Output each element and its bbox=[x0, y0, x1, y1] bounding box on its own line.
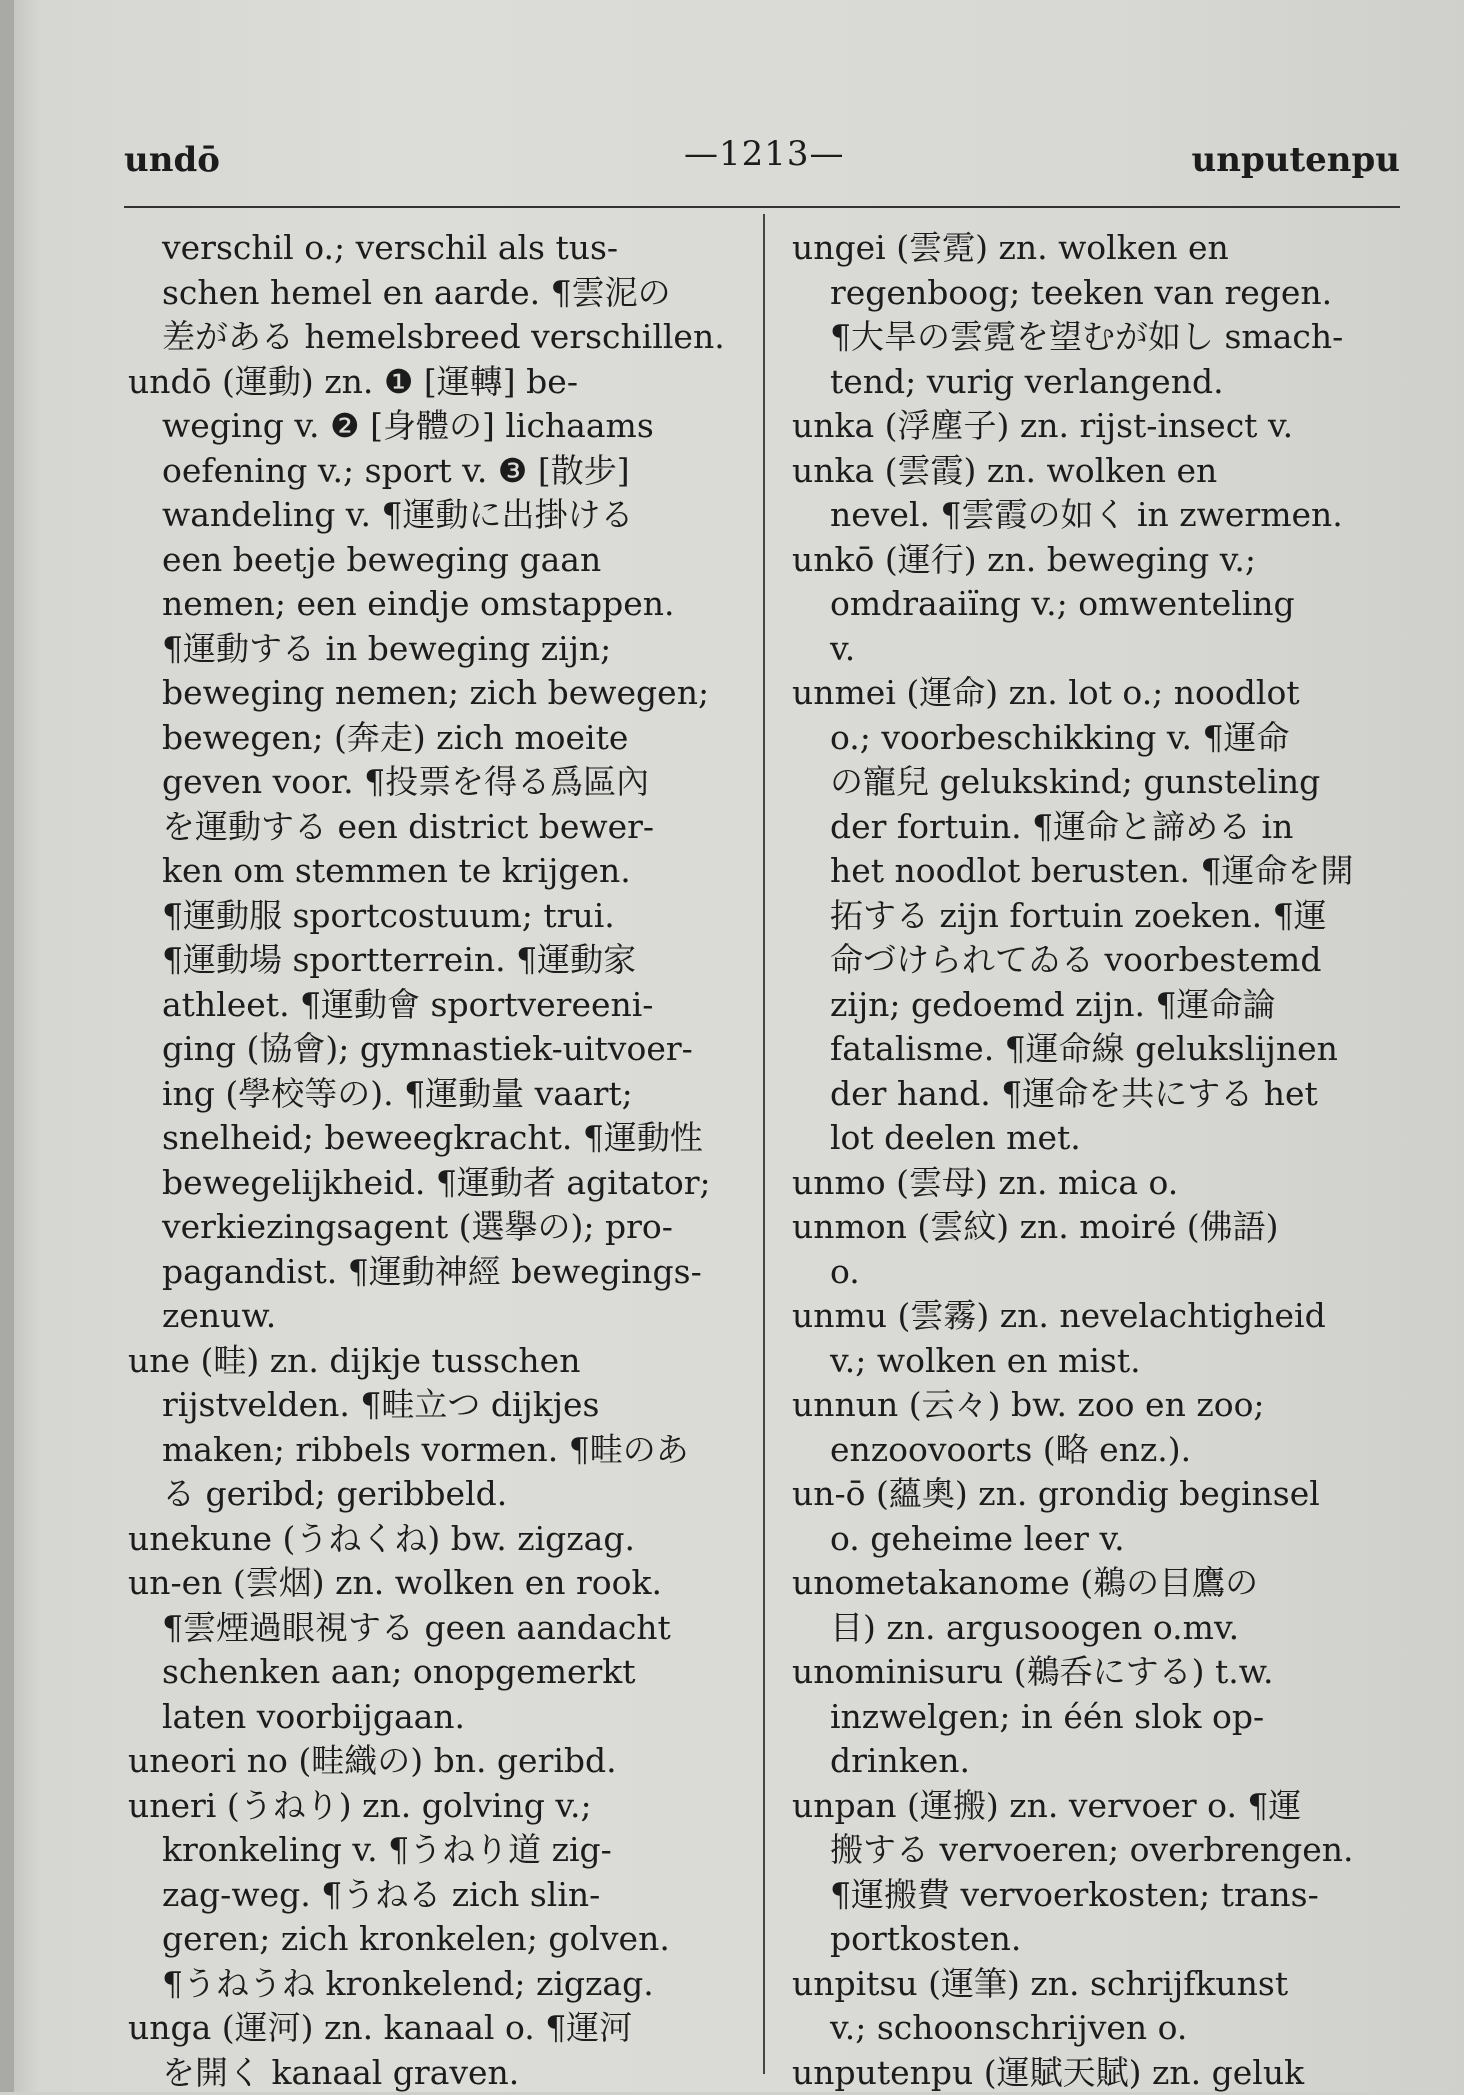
entry-line: tend; vurig verlangend. bbox=[792, 360, 1422, 405]
entry-line: nemen; een eindje omstappen. bbox=[128, 582, 744, 627]
entry-line: pagandist. ¶運動神經 bewegings- bbox=[128, 1250, 744, 1295]
entry-line: ¶運動服 sportcostuum; trui. bbox=[128, 894, 744, 939]
entry-line: ¶うねうね kronkelend; zigzag. bbox=[128, 1962, 744, 2007]
entry-line: o. bbox=[792, 1250, 1422, 1295]
page-header bbox=[124, 130, 1400, 180]
entry-line: を開く kanaal graven. bbox=[128, 2051, 744, 2095]
entry-line: ken om stemmen te krijgen. bbox=[128, 849, 744, 894]
entry-headword-line: unkō (運行) zn. beweging v.; bbox=[792, 538, 1422, 583]
entry-line: beweging nemen; zich bewegen; bbox=[128, 671, 744, 716]
entry-line: zijn; gedoemd zijn. ¶運命論 bbox=[792, 983, 1422, 1028]
entry-line: schenken aan; onopgemerkt bbox=[128, 1650, 744, 1695]
entry-line: snelheid; beweegkracht. ¶運動性 bbox=[128, 1116, 744, 1161]
entry-line: regenboog; teeken van regen. bbox=[792, 271, 1422, 316]
entry-line: 差がある hemelsbreed verschillen. bbox=[128, 315, 744, 360]
right-guide-word: unputenpu bbox=[1192, 140, 1400, 180]
entry-line: o. geheime leer v. bbox=[792, 1517, 1422, 1562]
entry-line: athleet. ¶運動會 sportvereeni- bbox=[128, 983, 744, 1028]
entry-line: ¶大旱の雲霓を望むが如し smach- bbox=[792, 315, 1422, 360]
entry-line: fatalisme. ¶運命線 gelukslijnen bbox=[792, 1027, 1422, 1072]
entry-headword-line: un-en (雲烟) zn. wolken en rook. bbox=[128, 1561, 744, 1606]
entry-line: kronkeling v. ¶うねり道 zig- bbox=[128, 1828, 744, 1873]
entry-line: zenuw. bbox=[128, 1294, 744, 1339]
entry-headword-line: unmu (雲霧) zn. nevelachtigheid bbox=[792, 1294, 1422, 1339]
left-guide-word: undō bbox=[124, 140, 220, 180]
entry-headword-line: unga (運河) zn. kanaal o. ¶運河 bbox=[128, 2006, 744, 2051]
entry-line: geren; zich kronkelen; golven. bbox=[128, 1917, 744, 1962]
entry-line: verschil o.; verschil als tus- bbox=[128, 226, 744, 271]
entry-line: nevel. ¶雲霞の如く in zwermen. bbox=[792, 493, 1422, 538]
entry-headword-line: unka (雲霞) zn. wolken en bbox=[792, 449, 1422, 494]
entry-line: enzoovoorts (略 enz.). bbox=[792, 1428, 1422, 1473]
entry-line: laten voorbijgaan. bbox=[128, 1695, 744, 1740]
entry-line: 命づけられてゐる voorbestemd bbox=[792, 938, 1422, 983]
entry-headword-line: unpan (運搬) zn. vervoer o. ¶運 bbox=[792, 1784, 1422, 1829]
entry-headword-line: unpitsu (運筆) zn. schrijfkunst bbox=[792, 1962, 1422, 2007]
entry-headword-line: unekune (うねくね) bw. zigzag. bbox=[128, 1517, 744, 1562]
entry-headword-line: un-ō (蘊奧) zn. grondig beginsel bbox=[792, 1472, 1422, 1517]
entry-line: schen hemel en aarde. ¶雲泥の bbox=[128, 271, 744, 316]
right-column bbox=[792, 226, 1422, 2095]
entry-line: v.; wolken en mist. bbox=[792, 1339, 1422, 1384]
entry-line: wandeling v. ¶運動に出掛ける bbox=[128, 493, 744, 538]
entry-line: bewegelijkheid. ¶運動者 agitator; bbox=[128, 1161, 744, 1206]
entry-line: verkiezingsagent (選擧の); pro- bbox=[128, 1205, 744, 1250]
entry-line: het noodlot berusten. ¶運命を開 bbox=[792, 849, 1422, 894]
entry-line: ¶運搬費 vervoerkosten; trans- bbox=[792, 1873, 1422, 1918]
entry-line: 拓する zijn fortuin zoeken. ¶運 bbox=[792, 894, 1422, 939]
entry-headword-line: unka (浮塵子) zn. rijst-insect v. bbox=[792, 404, 1422, 449]
entry-headword-line: unputenpu (運賦天賦) zn. geluk bbox=[792, 2051, 1422, 2095]
entry-headword-line: une (畦) zn. dijkje tusschen bbox=[128, 1339, 744, 1384]
entry-headword-line: uneori no (畦織の) bn. geribd. bbox=[128, 1739, 744, 1784]
entry-headword-line: ungei (雲霓) zn. wolken en bbox=[792, 226, 1422, 271]
page-number: —1213— bbox=[684, 134, 845, 174]
entry-line: weging v. ❷ [身體の] lichaams bbox=[128, 404, 744, 449]
entry-line: geven voor. ¶投票を得る爲區內 bbox=[128, 760, 744, 805]
entry-line: ing (學校等の). ¶運動量 vaart; bbox=[128, 1072, 744, 1117]
entry-line: v.; schoonschrijven o. bbox=[792, 2006, 1422, 2051]
entry-line: der fortuin. ¶運命と諦める in bbox=[792, 805, 1422, 850]
entry-line: der hand. ¶運命を共にする het bbox=[792, 1072, 1422, 1117]
entry-headword-line: undō (運動) zn. ❶ [運轉] be- bbox=[128, 360, 744, 405]
entry-line: rijstvelden. ¶畦立つ dijkjes bbox=[128, 1383, 744, 1428]
entry-line: drinken. bbox=[792, 1739, 1422, 1784]
entry-line: maken; ribbels vormen. ¶畦のあ bbox=[128, 1428, 744, 1473]
binding-edge bbox=[0, 0, 14, 2092]
entry-headword-line: unmon (雲紋) zn. moiré (佛語) bbox=[792, 1205, 1422, 1250]
entry-line: 目) zn. argusoogen o.mv. bbox=[792, 1606, 1422, 1651]
entry-headword-line: unominisuru (鵜呑にする) t.w. bbox=[792, 1650, 1422, 1695]
entry-line: を運動する een district bewer- bbox=[128, 805, 744, 850]
column-divider bbox=[763, 214, 765, 2074]
entry-headword-line: unmei (運命) zn. lot o.; noodlot bbox=[792, 671, 1422, 716]
entry-line: omdraaiïng v.; omwenteling bbox=[792, 582, 1422, 627]
entry-line: portkosten. bbox=[792, 1917, 1422, 1962]
left-column bbox=[128, 226, 744, 2095]
entry-line: ging (協會); gymnastiek-uitvoer- bbox=[128, 1027, 744, 1072]
entry-line: bewegen; (奔走) zich moeite bbox=[128, 716, 744, 761]
entry-line: inzwelgen; in één slok op- bbox=[792, 1695, 1422, 1740]
entry-line: v. bbox=[792, 627, 1422, 672]
entry-line: oefening v.; sport v. ❸ [散步] bbox=[128, 449, 744, 494]
entry-line: zag-weg. ¶うねる zich slin- bbox=[128, 1873, 744, 1918]
entry-line: lot deelen met. bbox=[792, 1116, 1422, 1161]
entry-line: ¶運動場 sportterrein. ¶運動家 bbox=[128, 938, 744, 983]
entry-line: ¶運動する in beweging zijn; bbox=[128, 627, 744, 672]
entry-headword-line: unmo (雲母) zn. mica o. bbox=[792, 1161, 1422, 1206]
entry-line: o.; voorbeschikking v. ¶運命 bbox=[792, 716, 1422, 761]
entry-line: 搬する vervoeren; overbrengen. bbox=[792, 1828, 1422, 1873]
entry-line: ¶雲煙過眼視する geen aandacht bbox=[128, 1606, 744, 1651]
entry-headword-line: unometakanome (鵜の目鷹の bbox=[792, 1561, 1422, 1606]
entry-line: een beetje beweging gaan bbox=[128, 538, 744, 583]
entry-headword-line: unnun (云々) bw. zoo en zoo; bbox=[792, 1383, 1422, 1428]
entry-line: る geribd; geribbeld. bbox=[128, 1472, 744, 1517]
header-rule bbox=[124, 206, 1400, 208]
entry-line: の寵兒 gelukskind; gunsteling bbox=[792, 760, 1422, 805]
entry-headword-line: uneri (うねり) zn. golving v.; bbox=[128, 1784, 744, 1829]
